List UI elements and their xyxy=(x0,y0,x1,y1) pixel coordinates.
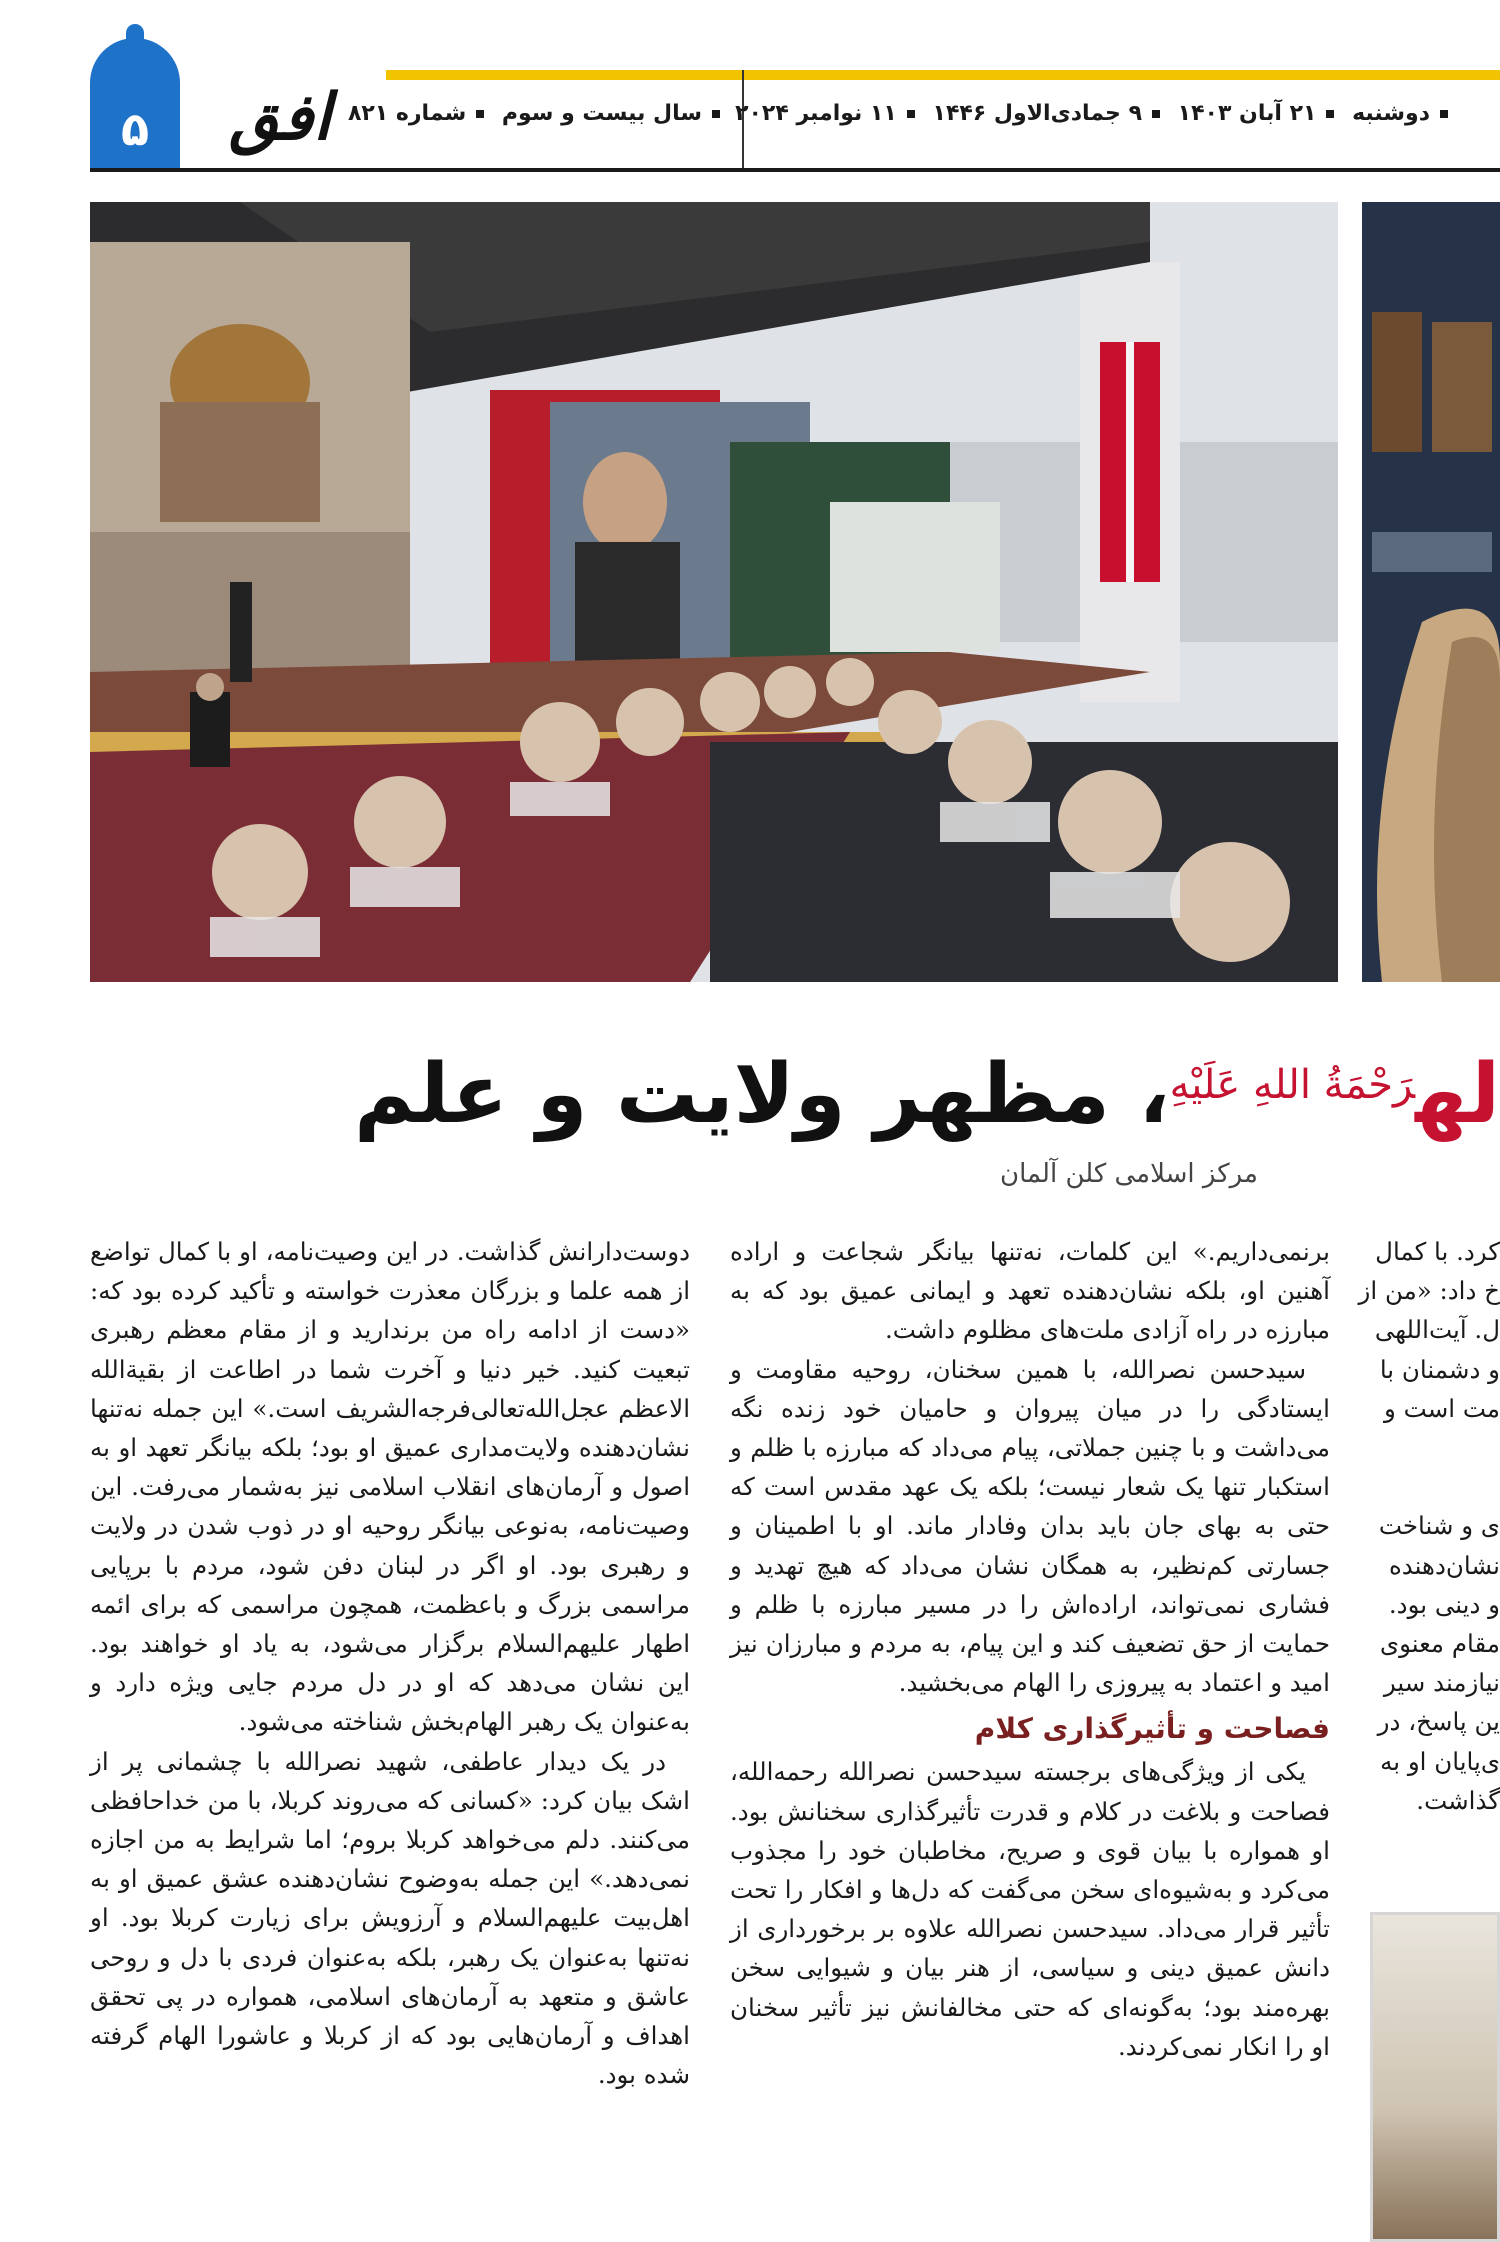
column-line: نشان‌دهنده xyxy=(1388,1550,1500,1580)
issue-date xyxy=(735,90,1458,138)
column-line: ل. آیت‌اللهی xyxy=(1374,1315,1500,1345)
publication-logo: افق xyxy=(229,80,331,155)
bullet-icon xyxy=(712,110,720,118)
column-line: و دشمنان با xyxy=(1379,1354,1500,1384)
column-line: مت است و xyxy=(1384,1393,1500,1423)
portrait-photo-illustration xyxy=(1362,202,1500,982)
lunar-date: ۹ جمادی‌الاول ۱۴۴۶ xyxy=(932,101,1142,126)
bullet-icon xyxy=(476,110,484,118)
bullet-icon xyxy=(907,110,915,118)
column-line xyxy=(1370,1428,1500,1467)
article-headline xyxy=(354,1020,1500,1150)
column-line: کرد. با کمال xyxy=(1375,1237,1500,1266)
column-line: ی و شناخت xyxy=(1378,1511,1500,1541)
paragraph: در یک دیدار عاطفی، شهید نصرالله با چشمانی پر از اشک بیان کرد: «کسانی که می‌روند کربلا، با من خداحافظی می‌کنند. دلم می‌خواهد کربلا بروم؛ اما شرایط به من اجازه نمی‌دهد.» این جمله به‌وضوح نشان‌دهنده عشق عمیق او به اهل‌بیت علیهم‌السلام و آرزویش برای زیارت کربلا بود. او نه‌تنها به‌عنوان یک رهبر، بلکه به‌عنوان فردی با دل و روحی عاشق و متعهد به آرمان‌های اسلامی، همواره در پی تحقق اهداف و آرمان‌هایی بود که از کربلا و عاشورا الهام گرفته شده بود. xyxy=(90,1746,690,2090)
headline-accent: له xyxy=(1415,1047,1500,1142)
volume-year: سال بیست و سوم xyxy=(501,101,702,126)
article-column-left xyxy=(90,1232,690,2242)
inset-photo xyxy=(1370,1912,1500,2242)
article-column-right xyxy=(1358,1232,1500,1912)
paragraph: سیدحسن نصرالله، با همین سخنان، روحیه مقاومت و ایستادگی را در میان پیروان و حامیان خود زنده نگه می‌داشت و با چنین جملاتی، پیام می‌داد که مبارزه با ظلم و استکبار تنها یک شعار نیست؛ بلکه یک عهد مقدس است که حتی به بهای جان باید بدان وفادار ماند. او با اطمینان و جسارتی کم‌نظیر، به همگان نشان می‌داد که هیچ تهدید و فشاری نمی‌تواند، اراده‌اش را در مسیر مبارزه با ظلم و حمایت از حق تضعیف کند و این پیام، به مردم و مبارزان نیز امید و اعتماد به پیروزی را الهام می‌بخشید. xyxy=(730,1354,1330,1698)
solar-date: ۲۱ آبان ۱۴۰۳ xyxy=(1177,101,1317,126)
column-line: و دینی بود. xyxy=(1388,1589,1500,1619)
column-line xyxy=(1370,1467,1500,1506)
bullet-icon xyxy=(1440,110,1448,118)
header-rule xyxy=(90,168,1500,172)
column-line: نیازمند سیر xyxy=(1383,1668,1500,1698)
bullet-icon xyxy=(1326,110,1334,118)
column-line: مقام معنوی xyxy=(1379,1629,1500,1659)
weekday: دوشنبه xyxy=(1352,101,1430,126)
column-line: ین پاسخ، در xyxy=(1377,1707,1500,1737)
paragraph: دوست‌دارانش گذاشت. در این وصیت‌نامه، او با کمال تواضع از همه علما و بزرگان معذرت خواسته و تأکید کرده بود که: «دست از ادامه راه من برندارید و از مقام معظم رهبری تبعیت کنید. خیر دنیا و آخرت شما در اطاعت از بقیةالله الاعظم عجل‌الله‌تعالی‌فرجه‌الشریف است.» این جمله نه‌تنها نشان‌دهنده ولایت‌مداری عمیق او بود؛ بلکه بیانگر تعهد او به اصول و آرمان‌های انقلاب اسلامی نیز به‌شمار می‌رفت. این وصیت‌نامه، به‌نوعی بیانگر روحیه او در ذوب شدن در ولایت و رهبری بود. او اگر در لبنان دفن شود، مردم با برپایی مراسمی بزرگ و باعظمت، همچون مراسمی که برای ائمه اطهار علیهم‌السلام برگزار می‌شود، به یاد او خواهند بود. این نشان می‌دهد که او در دل مردم جایی ویژه دارد و به‌عنوان یک رهبر الهام‌بخش شناخته می‌شود. xyxy=(90,1237,690,1737)
headline-main: ، مظهر ولایت و علم xyxy=(354,1047,1170,1142)
column-line: خ داد: «من از xyxy=(1358,1276,1500,1306)
side-photo xyxy=(1362,202,1500,982)
ceremony-photo-illustration xyxy=(90,202,1338,982)
bullet-icon xyxy=(1152,110,1160,118)
article-column-middle xyxy=(730,1232,1330,2242)
column-line: ی‌پایان او به xyxy=(1380,1746,1500,1776)
main-photo xyxy=(90,202,1338,982)
article-byline: مرکز اسلامی کلن آلمان xyxy=(1000,1159,1258,1189)
issue-info xyxy=(347,90,730,138)
issue-number: شماره ۸۲۱ xyxy=(347,101,467,126)
page-number-badge xyxy=(90,38,180,170)
gregorian-date: ۱۱ نوامبر ۲۰۲۴ xyxy=(735,101,897,126)
column-line: گذاشت. xyxy=(1416,1785,1500,1815)
page-number: ۵ xyxy=(120,102,150,156)
paragraph: یکی از ویژگی‌های برجسته سیدحسن نصرالله رحمه‌الله، فصاحت و بلاغت در کلام و قدرت تأثیرگذاری سخنانش بود. او همواره با بیان قوی و صریح، مخاطبان خود را مجذوب می‌کرد و به‌شیوه‌ای سخن می‌گفت که دل‌ها و افکار را تحت تأثیر قرار می‌داد. سیدحسن نصرالله علاوه بر برخورداری از دانش عمیق دینی و سیاسی، از هنر بیان و شیوایی سخن بهره‌مند بود؛ به‌گونه‌ای که حتی مخالفانش نیز تأثیر سخنان او را انکار نمی‌کردند. xyxy=(730,1757,1330,2061)
section-subheading: فصاحت و تأثیرگذاری کلام xyxy=(974,1712,1330,1746)
header-accent-bar xyxy=(386,70,1500,80)
headline-honorific: رَحْمَةُ اللهِ عَلَیْهِ xyxy=(1169,1062,1416,1108)
paragraph: برنمی‌داریم.» این کلمات، نه‌تنها بیانگر شجاعت و اراده آهنین او، بلکه نشان‌دهنده تعهد و ایمانی عمیق بود که به مبارزه در راه آزادی ملت‌های مظلوم داشت. xyxy=(730,1237,1330,1345)
